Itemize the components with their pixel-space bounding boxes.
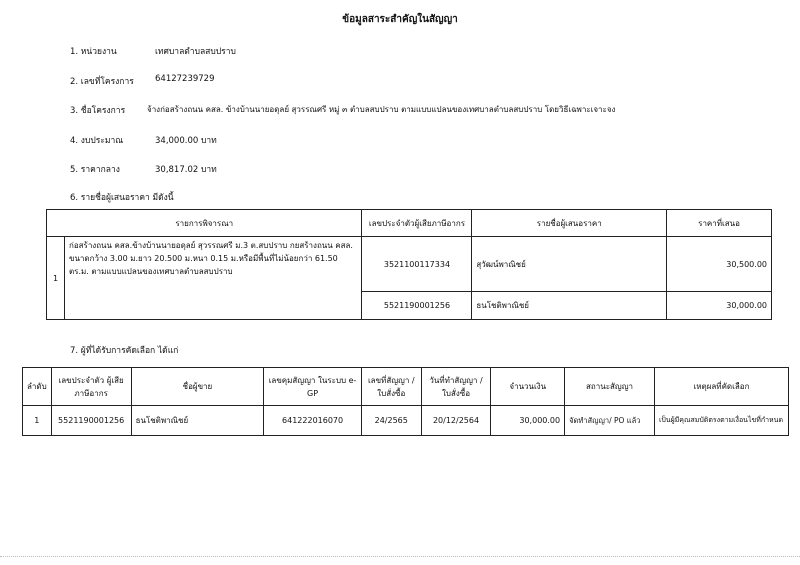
selected-header-contract-no: เลขที่สัญญา / ใบสั่งซื้อ [361,368,421,406]
page-title: ข้อมูลสาระสำคัญในสัญญา [342,14,458,25]
field-value-project-no: 64127239729 [155,74,215,84]
field-value-agency: เทศบาลตำบลสบปราบ [155,47,236,57]
selected-date: 20/12/2564 [421,406,491,436]
selected-status: จัดทำสัญญา/ PO แล้ว [565,406,655,436]
selected-header-egp: เลขคุมสัญญา ในระบบ e-GP [264,368,362,406]
selected-no: 1 [23,406,52,436]
table-row [23,406,789,436]
field-label-agency: 1. หน่วยงาน [70,47,117,57]
table-row [47,237,772,292]
bidders-item-desc: ก่อสร้างถนน คสล.ข้างบ้านนายอดุลย์ สุวรรณศรี ม.3 ต.สบปราบ กยสร้างถนน คสล. ขนาดกว้าง 3.00 ม.ยาว 20.500 ม.หนา 0.15 ม.หรือมีพื้นที่ไม่น้อยกว่า 61.50 ตร.ม. ตามแบบแปลนของเทศบาลตำบลสบปราบ [64,237,362,320]
field-value-budget: 34,000.00 บาท [155,136,217,146]
selected-header-reason: เหตุผลที่คัดเลือก [654,368,788,406]
bidder-price: 30,000.00 [667,292,772,320]
scan-edge-line [0,556,800,557]
selected-header-amount: จำนวนเงิน [491,368,565,406]
selected-table [22,367,789,436]
selected-header-no: ลำดับ [23,368,52,406]
selected-header-seller: ชื่อผู้ขาย [131,368,264,406]
bidders-header-name: รายชื่อผู้เสนอราคา [472,210,667,237]
field-label-median-price: 5. ราคากลาง [70,165,120,175]
selected-reason: เป็นผู้มีคุณสมบัติตรงตามเงื่อนไขที่กำหนด [654,406,788,436]
bidders-table [46,209,772,320]
selected-amount: 30,000.00 [491,406,565,436]
field-label-budget: 4. งบประมาณ [70,136,124,146]
bidders-header-item: รายการพิจารณา [47,210,362,237]
bidders-header-price: ราคาที่เสนอ [667,210,772,237]
selected-seller: ธนโชติพาณิชย์ [131,406,264,436]
bidders-heading: 6. รายชื่อผู้เสนอราคา มีดังนี้ [70,193,174,203]
selected-egp: 641222016070 [264,406,362,436]
field-value-project-name: จ้างก่อสร้างถนน คสล. ข้างบ้านนายอดุลย์ สุวรรณศรี หมู่ ๓ ตำบลสบปราบ ตามแบบแปลนของเทศบาลตำบลสบปราบ โดยวิธีเฉพาะเจาะจง [147,105,616,114]
field-label-project-name: 3. ชื่อโครงการ [70,106,126,116]
bidders-item-no: 1 [47,237,65,320]
selected-tax-id: 5521190001256 [51,406,131,436]
selected-heading: 7. ผู้ที่ได้รับการคัดเลือก ได้แก่ [70,346,179,356]
bidder-price: 30,500.00 [667,237,772,292]
selected-header-date: วันที่ทำสัญญา / ใบสั่งซื้อ [421,368,491,406]
bidder-tax-id: 3521100117334 [362,237,472,292]
bidder-tax-id: 5521190001256 [362,292,472,320]
field-value-median-price: 30,817.02 บาท [155,165,217,175]
selected-header-status: สถานะสัญญา [565,368,655,406]
bidders-header-tax-id: เลขประจำตัวผู้เสียภาษีอากร [362,210,472,237]
selected-contract-no: 24/2565 [361,406,421,436]
selected-header-tax-id: เลขประจำตัว ผู้เสียภาษีอากร [51,368,131,406]
bidder-name: ธนโชติพาณิชย์ [472,292,667,320]
field-label-project-no: 2. เลขที่โครงการ [70,77,134,87]
bidder-name: สุวัฒน์พาณิชย์ [472,237,667,292]
